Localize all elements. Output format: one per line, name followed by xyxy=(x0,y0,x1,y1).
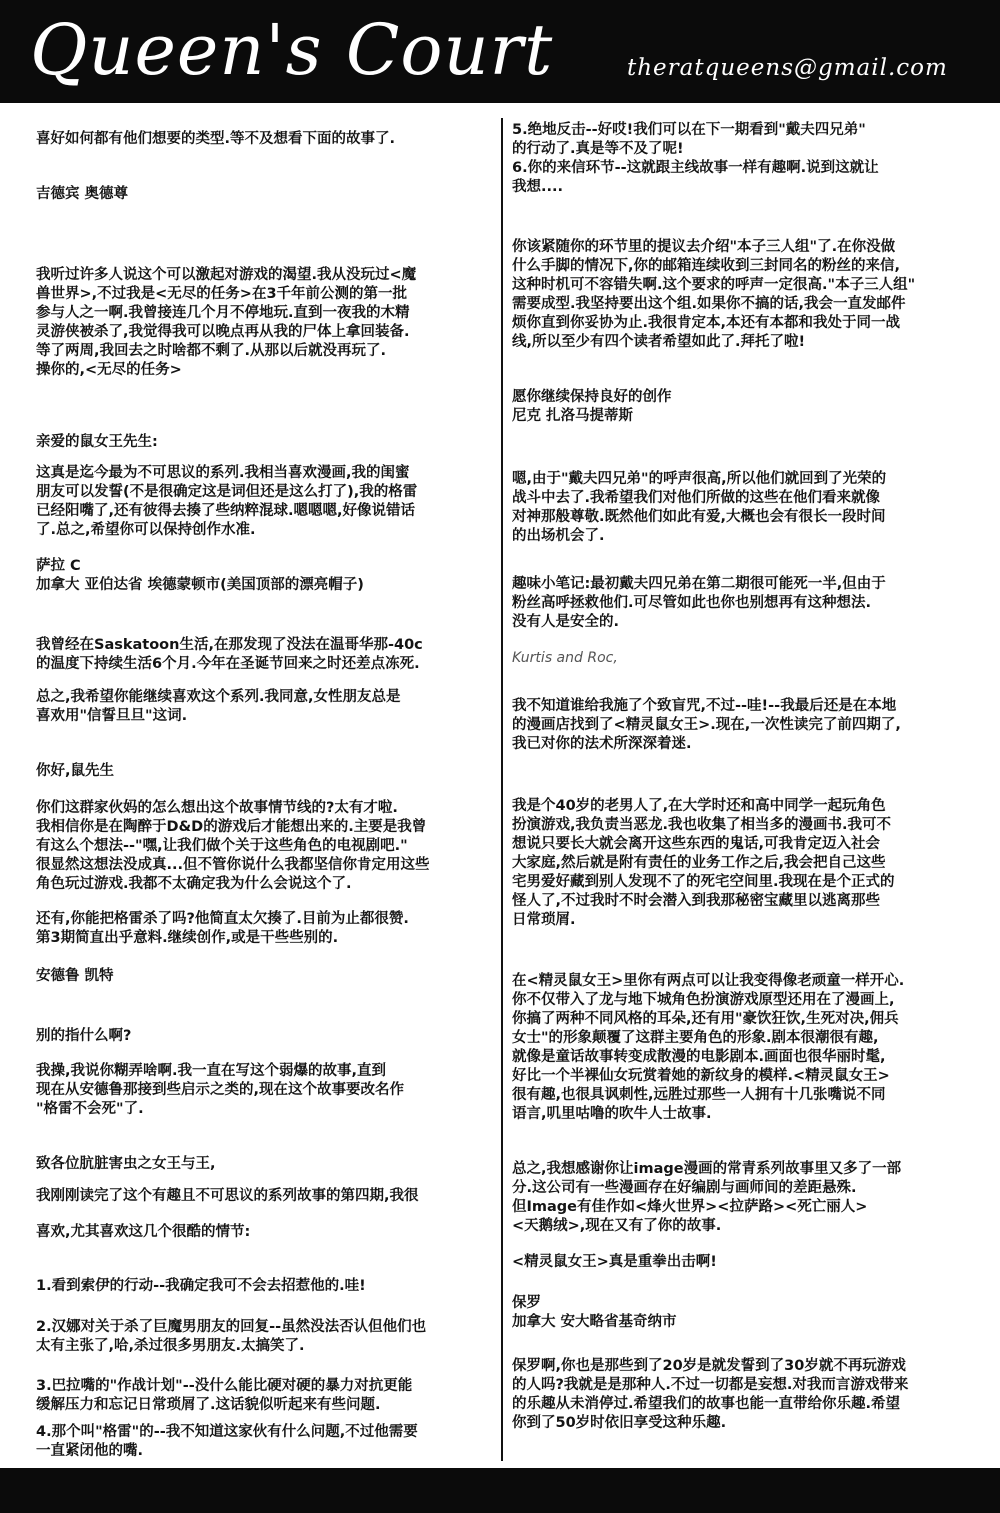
reply-paragraph: 保罗啊,你也是那些到了20岁是就发誓到了30岁就不再玩游戏 的人吗?我就是是那种人.不过一切都是妄想.对我而言游戏带来 的乐趣从未消停过.希望我们的故事也能一直带给你乐趣.希望 你到了50岁时依旧享受这种乐趣. xyxy=(512,1358,909,1431)
letter-salutation: 亲爱的鼠女王先生: xyxy=(36,434,158,450)
letter-paragraph: 喜欢,尤其喜欢这几个很酷的情节: xyxy=(36,1224,251,1240)
letter-paragraph: 总之,我希望你能继续喜欢这个系列.我同意,女性朋友总是 喜欢用"信誓旦旦"这词. xyxy=(36,689,401,724)
letter-paragraph: 我不知道谁给我施了个致盲咒,不过--哇!--我最后还是在本地 的漫画店找到了<精灵鼠女王>.现在,一次性读完了前四期了, 我已对你的法术所深深着迷. xyxy=(512,698,901,752)
letter-paragraph: 别的指什么啊? xyxy=(36,1028,132,1044)
list-item: 3.巴拉嘴的"作战计划"--没什么能比硬对硬的暴力对抗更能 缓解压力和忘记日常琐屑了.这话貌似听起来有些问题. xyxy=(36,1378,413,1413)
letter-signature: 萨拉 C 加拿大 亚伯达省 埃德蒙顿市(美国顶部的漂亮帽子) xyxy=(36,558,364,593)
page-title: Queen's Court xyxy=(30,9,554,91)
list-item: 5.绝地反击--好哎!我们可以在下一期看到"戴夫四兄弟" 的行动了.真是等不及了呢! 6.你的来信环节--这就跟主线故事一样有趣啊.说到这就让 我想.... xyxy=(512,122,879,195)
reply-paragraph: 趣味小笔记:最初戴夫四兄弟在第二期很可能死一半,但由于 粉丝高呼拯救他们.可尽管如此也你也别想再有这种想法. 没有人是安全的. xyxy=(512,576,886,630)
letter-salutation: 你好,鼠先生 xyxy=(36,763,115,779)
letter-paragraph: 在<精灵鼠女王>里你有两点可以让我变得像老顽童一样开心. 你不仅带入了龙与地下城角色扮演游戏原型还用在了漫画上, 你搞了两种不同风格的耳朵,还有用"豪饮狂饮,生死对决,佣兵 女士"的形象颠覆了这群主要角色的形象.剧本很潮很有趣, 就像是童话故事转变成散漫的电影剧本.画面也很华丽时髦, 好比一个半裸仙女玩赏着她的新纹身的模样.<精灵鼠女王> 很有趣,也很具讽刺性,远胜过那些一人拥有十几张嘴说不同 语言,叽里咕噜的吹牛人士故事. xyxy=(512,973,905,1122)
letter-paragraph: 我是个40岁的老男人了,在大学时还和高中同学一起玩角色 扮演游戏,我负责当恶龙.我也收集了相当多的漫画书.我可不 想说只要长大就会离开这些东西的鬼话,可我肯定迈入社会 大家庭,然后就是附有责任的业务工作之后,我会把自己这些 宅男爱好藏到别人发现不了的死宅空间里.我现在是个正式的 怪人了,不过我时不时会潜入到我那秘密宝藏里以逃离那些 日常琐屑. xyxy=(512,798,895,928)
letter-paragraph: 你们这群家伙妈的怎么想出这个故事情节线的?太有才啦. 我相信你是在陶醉于D&D的游戏后才能想出来的.主要是我曾 有这么个想法--"嘿,让我们做个关于这些角色的电视剧吧." 很显然这想法没成真...但不管你说什么我都坚信你肯定用这些 角色玩过游戏.我都不太确定我为什么会说这个了. xyxy=(36,800,430,892)
list-item: 2.汉娜对关于杀了巨魔男朋友的回复--虽然没法否认但他们也 太有主张了,哈,杀过很多男朋友.太搞笑了. xyxy=(36,1319,427,1354)
letter-signature: 愿你继续保持良好的创作 尼克 扎洛马提蒂斯 xyxy=(512,389,672,424)
letter-salutation: Kurtis and Roc, xyxy=(512,650,618,666)
letter-signature: 安德鲁 凯特 xyxy=(36,968,114,984)
letter-salutation: 致各位肮脏害虫之女王与王, xyxy=(36,1156,216,1172)
list-item: 1.看到索伊的行动--我确定我可不会去招惹他的.哇! xyxy=(36,1278,366,1294)
letter-paragraph: 还有,你能把格雷杀了吗?他简直太欠揍了.目前为止都很赞. 第3期简直出乎意料.继续创作,或是干些些别的. xyxy=(36,911,409,946)
letter-paragraph: 你该紧随你的环节里的提议去介绍"本子三人组"了.在你没做 什么手脚的情况下,你的邮箱连续收到三封同名的粉丝的来信, 这种时机可不容错失啊.这个要求的呼声一定很高."本子三人组" 需要成型.我坚持要出这个组.如果你不搞的话,我会一直发邮件 烦你直到你妥协为止.我很肯定本,本还有本都和我处于同一战 线,所以至少有四个读者希望如此了.拜托了啦! xyxy=(512,239,916,350)
letter-signature: 保罗 加拿大 安大略省基奇纳市 xyxy=(512,1295,677,1330)
letter-signature: 吉德宾 奥德尊 xyxy=(36,186,129,202)
letter-paragraph: 我曾经在Saskatoon生活,在那发现了没法在温哥华那-40c 的温度下持续生活6个月.今年在圣诞节回来之时还差点冻死. xyxy=(36,637,423,672)
letter-paragraph: 总之,我想感谢你让image漫画的常青系列故事里又多了一部 分.这公司有一些漫画存在好编剧与画师间的差距悬殊. 但Image有佳作如<烽火世界><拉萨路><死亡丽人> <天鹅绒>,现在又有了你的故事. xyxy=(512,1161,902,1234)
list-item: 4.那个叫"格雷"的--我不知道这家伙有什么问题,不过他需要 一直紧闭他的嘴. xyxy=(36,1424,418,1459)
contact-email: theratqueens@gmail.com xyxy=(627,55,948,81)
reply-paragraph: 嗯,由于"戴夫四兄弟"的呼声很高,所以他们就回到了光荣的 战斗中去了.我希望我们对他们所做的这些在他们看来就像 对神那般尊敬.既然他们如此有爱,大概也会有很长一段时间 的出场机会了. xyxy=(512,471,887,544)
header-banner xyxy=(0,0,1000,103)
letter-paragraph: 这真是迄今最为不可思议的系列.我相当喜欢漫画,我的闺蜜 朋友可以发誓(不是很确定这是词但还是这么打了),我的格雷 已经阳嘴了,还有彼得去揍了些纳粹混球.嗯嗯嗯,好像说错话 了.总之,希望你可以保持创作水准. xyxy=(36,465,418,538)
footer-bar xyxy=(0,1468,1000,1513)
letter-paragraph: 我刚刚读完了这个有趣且不可思议的系列故事的第四期,我很 xyxy=(36,1188,419,1204)
letter-paragraph: 喜好如何都有他们想要的类型.等不及想看下面的故事了. xyxy=(36,131,396,147)
letter-paragraph: <精灵鼠女王>真是重拳出击啊! xyxy=(512,1254,717,1270)
column-divider xyxy=(501,118,503,1461)
letter-paragraph: 我听过许多人说这个可以激起对游戏的渴望.我从没玩过<魔 兽世界>,不过我是<无尽的任务>在3千年前公测的第一批 参与人之一啊.我曾接连几个月不停地玩.直到一夜我的木精 灵游侠被杀了,我觉得我可以晚点再从我的尸体上拿回装备. 等了两周,我回去之时啥都不剩了.从那以后就没再玩了. 操你的,<无尽的任务> xyxy=(36,267,417,378)
letter-paragraph: 我操,我说你糊弄啥啊.我一直在写这个弱爆的故事,直到 现在从安德鲁那接到些启示之类的,现在这个故事要改名作 "格雷不会死"了. xyxy=(36,1063,405,1117)
